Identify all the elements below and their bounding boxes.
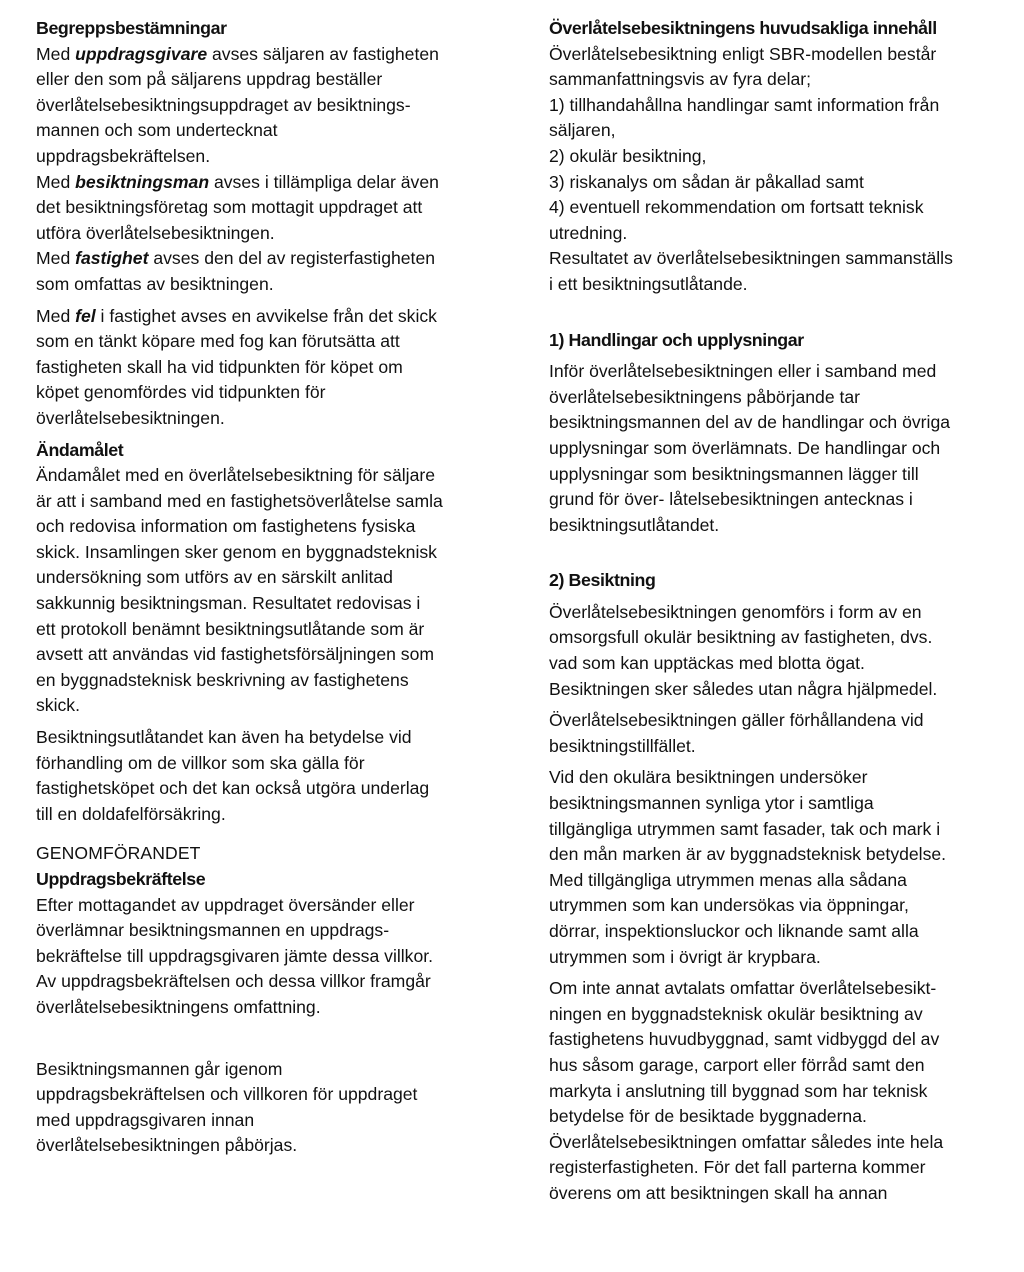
text-line: Överlåtelsebesiktning enligt SBR-modellen består	[549, 43, 937, 64]
confirmation-paragraph-2	[36, 1057, 486, 1159]
text-line: uppdragsbekräftelsen och villkoren för uppdraget	[36, 1084, 418, 1105]
text-line: upplysningar som besiktningsmannen lägger till	[549, 463, 919, 484]
text-line: överens om att besiktningen skall ha annan	[549, 1182, 888, 1203]
text-line: Om inte annat avtalats omfattar överlåtelsebesikt-	[549, 978, 937, 999]
text-line: fastighetens huvudbyggnad, samt vidbyggd del av	[549, 1029, 940, 1050]
text-line: registerfastigheten. För det fall parterna kommer	[549, 1157, 926, 1178]
left-column	[36, 16, 486, 1159]
text-line: med uppdragsgivaren innan	[36, 1109, 255, 1130]
text-line: köpet genomfördes vid tidpunkten för	[36, 382, 326, 403]
text-line: utföra överlåtelsebesiktningen.	[36, 222, 275, 243]
text-line: som en tänkt köpare med fog kan förutsätta att	[36, 331, 400, 352]
text-line: den mån marken är av byggnadsteknisk betydelse.	[549, 844, 947, 865]
text-line: det besiktningsföretag som mottagit uppdraget att	[36, 197, 423, 218]
inspection-paragraph-3	[549, 765, 989, 970]
text-line: säljaren,	[549, 120, 616, 141]
definition-fel: Med fel i fastighet avses en avvikelse från det skick	[36, 305, 437, 326]
text-line: eller den som på säljarens uppdrag beställer	[36, 69, 383, 90]
term-fel: fel	[75, 305, 96, 326]
purpose-paragraph	[36, 463, 486, 719]
text-line: Överlåtelsebesiktningen omfattar således inte hela	[549, 1131, 944, 1152]
inspection-paragraph-1	[549, 600, 989, 702]
text-line: skick.	[36, 695, 80, 716]
term-besiktningsman: besiktningsman	[75, 171, 210, 192]
definition-uppdragsgivare: Med uppdragsgivare avses säljaren av fastigheten	[36, 43, 439, 64]
text-line: grund för över- låtelsebesiktningen antecknas i	[549, 489, 913, 510]
text-line: till en doldafelförsäkring.	[36, 803, 226, 824]
text-line: ett protokoll benämnt besiktningsutlåtande som är	[36, 618, 425, 639]
text-line: upplysningar som överlämnats. De handlingar och	[549, 437, 941, 458]
text-line: utrymmen som kan undersökas via öppningar,	[549, 895, 909, 916]
text-line: sammanfattningsvis av fyra delar;	[549, 69, 812, 90]
definition-besiktningsman: Med besiktningsman avses i tillämpliga delar även	[36, 171, 439, 192]
inspection-heading: 2) Besiktning	[549, 570, 656, 591]
text-line: Efter mottagandet av uppdraget översänder eller	[36, 894, 415, 915]
text-line: Besiktningen sker således utan några hjälpmedel.	[549, 678, 938, 699]
text-line: Besiktningsutlåtandet kan även ha betydelse vid	[36, 727, 412, 748]
text-line: vad som kan upptäckas med blotta ögat.	[549, 653, 865, 674]
text-line: förhandling om de villkor som ska gälla för	[36, 752, 365, 773]
text-line: Resultatet av överlåtelsebesiktningen sammanställs	[549, 248, 953, 269]
text-line: 3) riskanalys om sådan är påkallad samt	[549, 171, 864, 192]
text-line: Vid den okulära besiktningen undersöker	[549, 767, 868, 788]
text-line: Med tillgängliga utrymmen menas alla sådana	[549, 869, 907, 890]
text-line: besiktningsmannen synliga ytor i samtliga	[549, 793, 874, 814]
text-line: 1) tillhandahållna handlingar samt information från	[549, 94, 940, 115]
text-line: fastighetsköpet och det kan också utgöra underlag	[36, 778, 430, 799]
text-line: avsett att användas vid fastighetsförsäljningen som	[36, 644, 435, 665]
text-line: omsorgsfull okulär besiktning av fastigheten, dvs.	[549, 627, 933, 648]
text-line: en byggnadsteknisk beskrivning av fastighetens	[36, 669, 409, 690]
text-line: utredning.	[549, 222, 628, 243]
confirmation-heading: Uppdragsbekräftelse	[36, 869, 206, 889]
text-line: överlåtelsebesiktningen påbörjas.	[36, 1135, 298, 1156]
text-line: besiktningsutlåtandet.	[549, 514, 720, 535]
text-line: överlåtelsebesiktningen.	[36, 407, 225, 428]
text-line: uppdragsbekräftelsen.	[36, 145, 211, 166]
text-line: överlåtelsebesiktningens påbörjande tar	[549, 386, 861, 407]
text-line: betydelse för de besiktade byggnaderna.	[549, 1106, 867, 1127]
overview-heading: Överlåtelsebesiktningens huvudsakliga innehåll	[549, 18, 937, 38]
text-line: överlåtelsebesiktningens omfattning.	[36, 996, 321, 1017]
text-line: utrymmen som i övrigt är krypbara.	[549, 946, 821, 967]
term-fastighet: fastighet	[75, 248, 149, 269]
text-line: 4) eventuell rekommendation om fortsatt teknisk	[549, 197, 924, 218]
text-line: mannen och som undertecknat	[36, 120, 278, 141]
documents-paragraph	[549, 359, 989, 538]
text-line: 2) okulär besiktning,	[549, 145, 707, 166]
text-line: tillgängliga utrymmen samt fasader, tak och mark i	[549, 818, 941, 839]
term-uppdragsgivare: uppdragsgivare	[75, 43, 208, 64]
text-line: överlämnar besiktningsmannen en uppdrags-	[36, 920, 390, 941]
inspection-paragraph-2	[549, 708, 989, 759]
purpose-heading: Ändamålet	[36, 439, 124, 460]
text-line: Överlåtelsebesiktningen genomförs i form av en	[549, 601, 922, 622]
text-line: ningen en byggnadsteknisk okulär besiktning av	[549, 1003, 923, 1024]
confirmation-paragraph	[36, 893, 486, 1021]
text-line: sakkunnig besiktningsman. Resultatet redovisas i	[36, 593, 421, 614]
text-line: bekräftelse till uppdragsgivaren jämte dessa villkor.	[36, 945, 434, 966]
inspection-paragraph-4	[549, 976, 989, 1206]
text-line: Ändamålet med en överlåtelsebesiktning för säljare	[36, 465, 436, 486]
right-column	[549, 16, 989, 1207]
text-line: Av uppdragsbekräftelsen och dessa villkor framgår	[36, 971, 431, 992]
text-line: undersökning som utförs av en särskilt anlitad	[36, 567, 393, 588]
text-line: skick. Insamlingen sker genom en byggnadsteknisk	[36, 541, 437, 562]
documents-heading: 1) Handlingar och upplysningar	[549, 329, 804, 350]
text-line: markyta i anslutning till byggnad som har teknisk	[549, 1080, 928, 1101]
overview-paragraph	[549, 42, 989, 298]
text-line: som omfattas av besiktningen.	[36, 273, 274, 294]
text-line: besiktningsmannen del av de handlingar och övriga	[549, 412, 951, 433]
definition-fastighet: Med fastighet avses den del av registerfastigheten	[36, 248, 436, 269]
text-line: i ett besiktningsutlåtande.	[549, 273, 748, 294]
text-line: hus såsom garage, carport eller förråd samt den	[549, 1054, 925, 1075]
definitions-heading: Begreppsbestämningar	[36, 18, 227, 38]
text-line: dörrar, inspektionsluckor och liknande samt alla	[549, 921, 919, 941]
text-line: överlåtelsebesiktningsuppdraget av besiktnings-	[36, 94, 411, 115]
text-line: besiktningstillfället.	[549, 735, 696, 756]
section-label: GENOMFÖRANDET	[36, 843, 201, 864]
purpose-paragraph-2	[36, 725, 486, 827]
text-line: fastigheten skall ha vid tidpunkten för köpet om	[36, 356, 403, 377]
text-line: och redovisa information om fastighetens fysiska	[36, 516, 416, 537]
text-line: Överlåtelsebesiktningen gäller förhållandena vid	[549, 710, 924, 731]
text-line: Inför överlåtelsebesiktningen eller i samband med	[549, 361, 937, 382]
text-line: är att i samband med en fastighetsöverlåtelse samla	[36, 490, 443, 511]
text-line: Besiktningsmannen går igenom	[36, 1058, 283, 1079]
